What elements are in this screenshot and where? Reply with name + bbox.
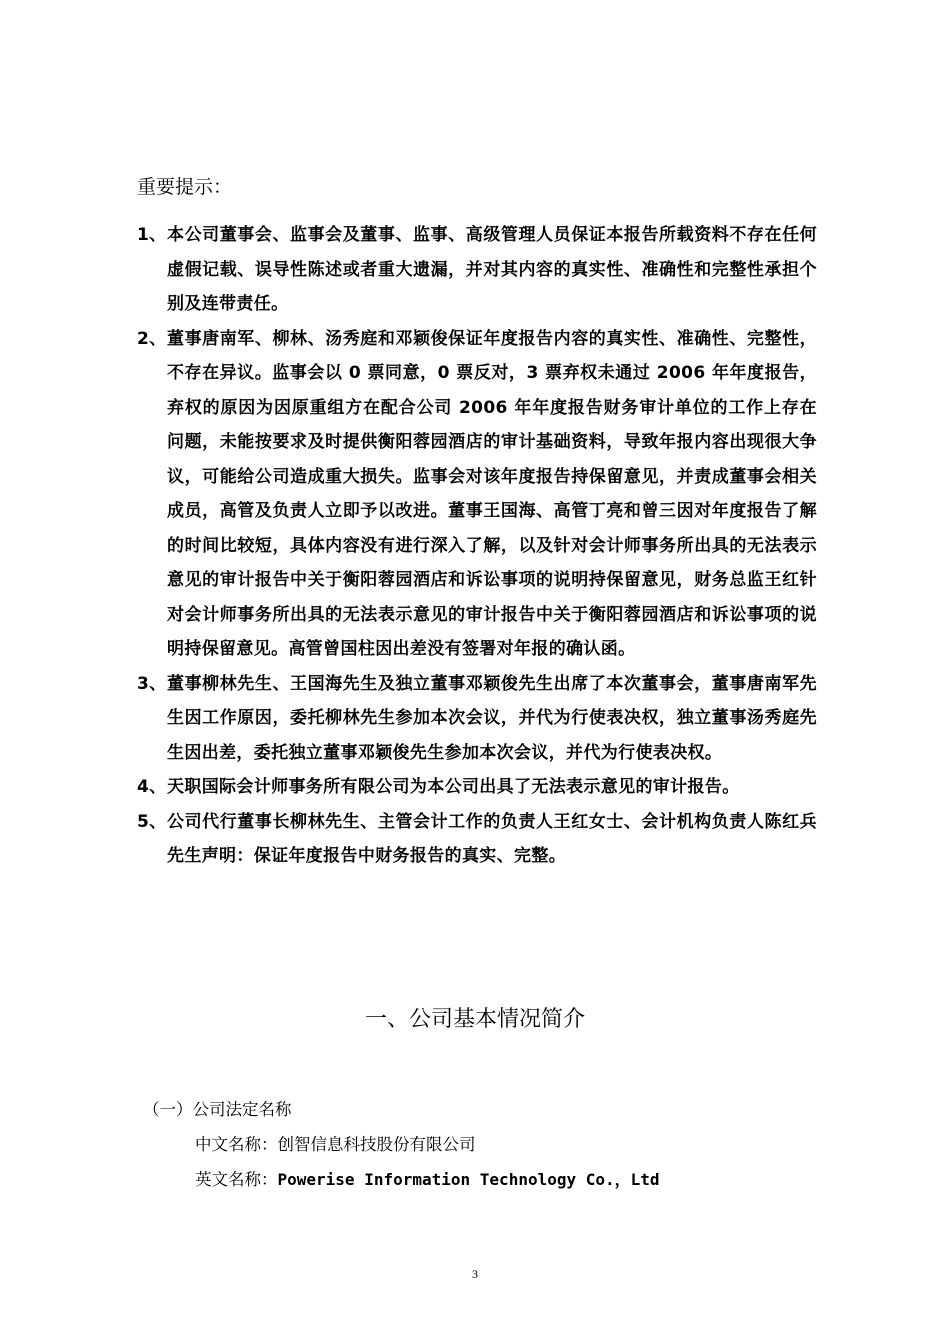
notice-title: 重要提示：	[137, 176, 233, 198]
notice-item	[137, 805, 817, 874]
notice-item	[137, 770, 817, 805]
notice-list	[137, 218, 817, 874]
chinese-name-line	[195, 1130, 476, 1160]
notice-item-number: 5、	[137, 811, 167, 832]
english-name-value: Powerise Information Technology Co.，Ltd	[277, 1170, 660, 1189]
notice-item-text: 董事柳林先生、王国海先生及独立董事邓颖俊先生出席了本次董事会，董事唐南军先生因工作原因，委托柳林先生参加本次会议，并代为行使表决权，独立董事汤秀庭先生因出差，委托独立董事邓颖俊先生参加本次会议，并代为行使表决权。	[167, 673, 817, 763]
subsection-heading: （一）公司法定名称	[143, 1100, 292, 1119]
notice-item-number: 1、	[137, 225, 167, 245]
chinese-name-value: 创智信息科技股份有限公司	[277, 1135, 476, 1154]
notice-item-number: 3、	[137, 673, 167, 694]
english-name-line	[195, 1165, 660, 1195]
notice-item	[137, 322, 817, 667]
notice-item	[137, 667, 817, 771]
notice-item-text: 天职国际会计师事务所有限公司为本公司出具了无法表示意见的审计报告。	[167, 777, 740, 797]
english-name-label: 英文名称：	[195, 1170, 278, 1189]
notice-item-number: 2、	[137, 328, 167, 349]
chinese-name-label: 中文名称：	[195, 1135, 278, 1154]
notice-item-number: 4、	[137, 777, 167, 797]
section-heading: 一、公司基本情况简介	[364, 1007, 585, 1032]
notice-item-text: 本公司董事会、监事会及董事、监事、高级管理人员保证本报告所载资料不存在任何虚假记载、误导性陈述或者重大遗漏，并对其内容的真实性、准确性和完整性承担个别及连带责任。	[167, 225, 817, 314]
page-number: 3	[472, 1267, 478, 1281]
notice-item-text: 董事唐南军、柳林、汤秀庭和邓颖俊保证年度报告内容的真实性、准确性、完整性，不存在异议。监事会以 0 票同意，0 票反对，3 票弃权未通过 2006 年年度报告，弃权的原因为因原重组方在配合公司 2006 年年度报告财务审计单位的工作上存在问题，未能按要求及时提供衡阳蓉园酒店的审计基础资料，导致年报内容出现很大争议，可能给公司造成重大损失。监事会对该年度报告持保留意见，并责成董事会相关成员，高管及负责人立即予以改进。董事王国海、高管丁亮和曾三因对年度报告了解的时间比较短，具体内容没有进行深入了解，以及针对会计师事务所出具的无法表示意见的审计报告中关于衡阳蓉园酒店和诉讼事项的说明持保留意见，财务总监王红针对会计师事务所出具的无法表示意见的审计报告中关于衡阳蓉园酒店和诉讼事项的说明持保留意见。高管曾国柱因出差没有签署对年报的确认函。	[167, 328, 817, 659]
notice-item	[137, 218, 817, 322]
notice-item-text: 公司代行董事长柳林先生、主管会计工作的负责人王红女士、会计机构负责人陈红兵先生声明：保证年度报告中财务报告的真实、完整。	[167, 811, 817, 866]
